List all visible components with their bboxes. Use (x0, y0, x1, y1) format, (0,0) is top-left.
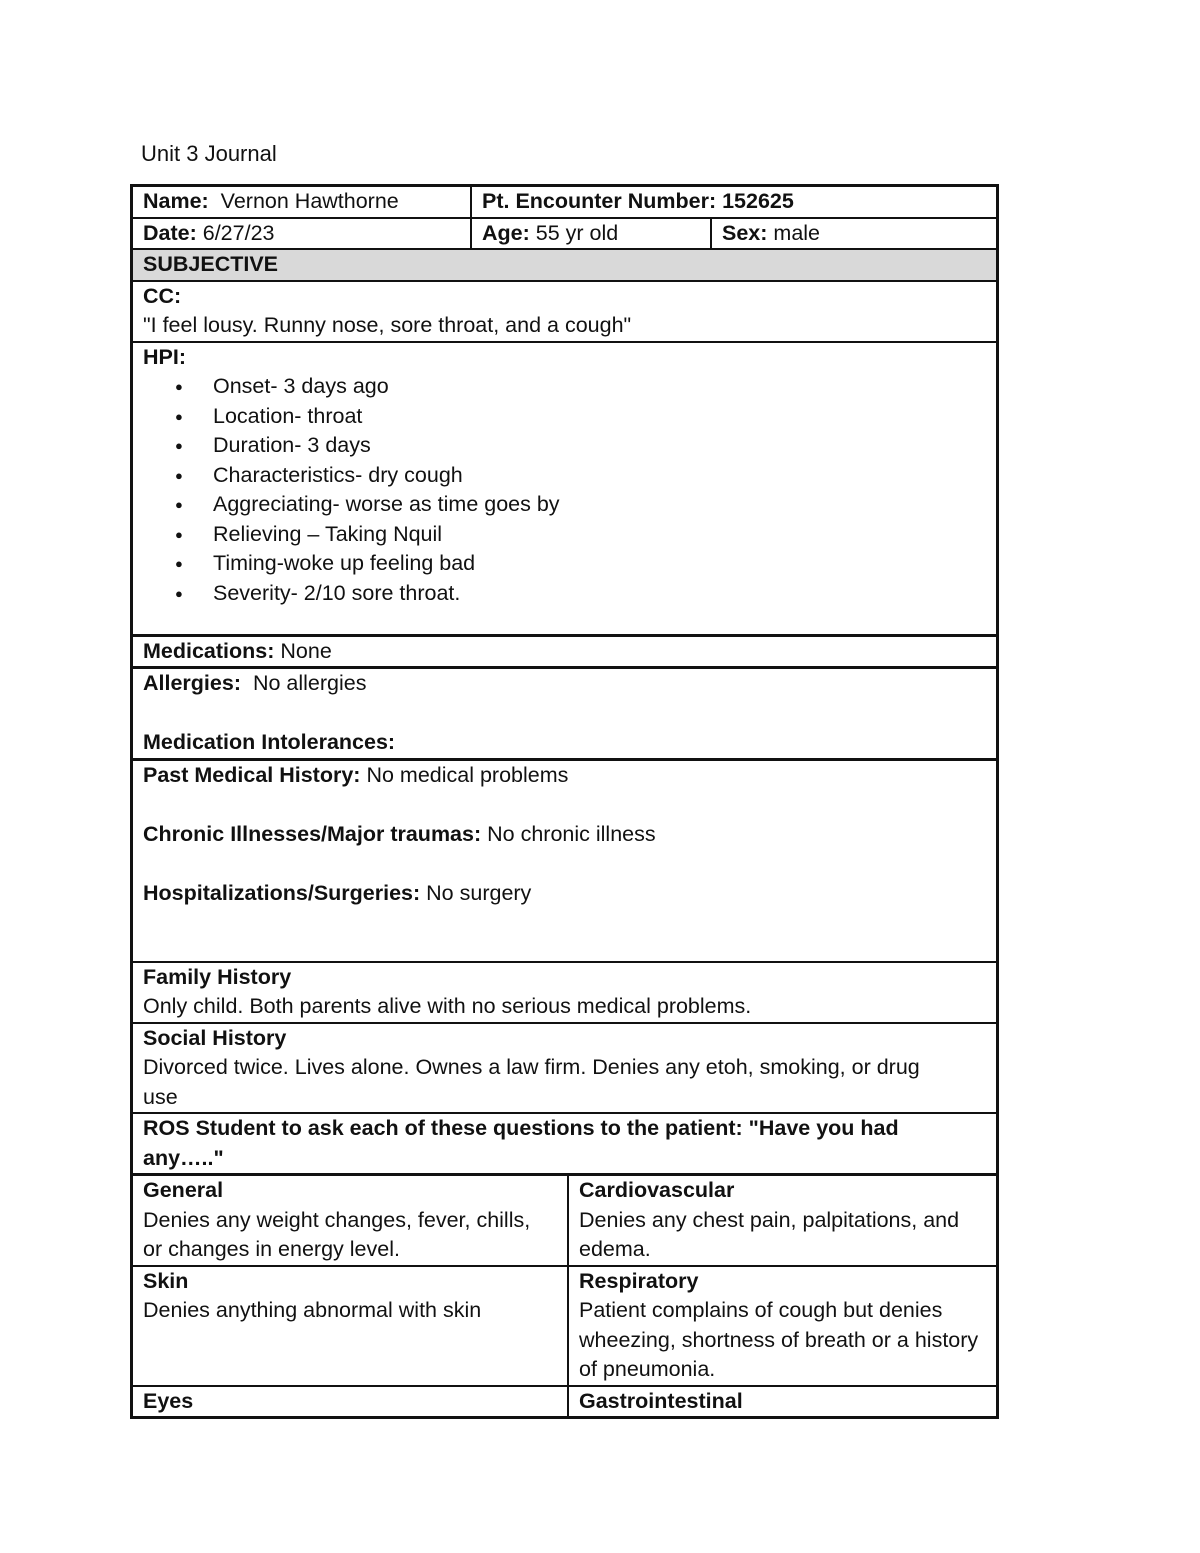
ros-respiratory-cell (567, 1267, 996, 1385)
allergies-value: No allergies (252, 671, 367, 695)
medications-value: None (280, 638, 332, 663)
ros-gastrointestinal-label: Gastrointestinal (579, 1388, 743, 1413)
sex-label: Sex: (722, 220, 768, 245)
patient-name: Vernon Hawthorne (220, 189, 399, 213)
pmh-value: No medical problems (366, 762, 569, 787)
ros-cardiovascular-text: Denies any chest pain, palpitations, and edema. (579, 1207, 960, 1261)
subjective-row (133, 248, 996, 280)
intolerances-label: Medication Intolerances: (143, 730, 396, 754)
ros-eyes-label: Eyes (143, 1388, 194, 1413)
social-history-label: Social History (143, 1025, 287, 1050)
ros-row-1 (133, 1173, 996, 1265)
chronic-label: Chronic Illnesses/Major traumas: (143, 821, 482, 846)
patient-header-row (133, 187, 996, 217)
family-history-label: Family History (143, 964, 292, 989)
cc-label: CC: (143, 283, 182, 308)
allergies-label: Allergies: (143, 671, 241, 695)
medications-row (133, 634, 996, 667)
ros-eyes-cell (133, 1387, 567, 1417)
ros-row-2 (133, 1265, 996, 1385)
pmh-row (133, 758, 996, 961)
ros-cardiovascular-label: Cardiovascular (579, 1178, 735, 1202)
hpi-label: HPI: (143, 344, 186, 369)
hpi-row (133, 341, 996, 634)
encounter-number: Pt. Encounter Number: 152625 (482, 189, 794, 213)
subjective-heading: SUBJECTIVE (143, 252, 279, 276)
ros-skin-label: Skin (143, 1268, 189, 1293)
hpi-item-aggravating: ● Aggreciating- worse as time goes by (213, 490, 996, 520)
social-history-text: Divorced twice. Lives alone. Ownes a law firm. Denies any etoh, smoking, or drug use (143, 1055, 920, 1109)
ros-general-label: General (143, 1178, 224, 1202)
sex-cell (710, 219, 996, 249)
ros-general-cell (133, 1176, 567, 1265)
date-label: Date: (143, 220, 197, 245)
medications-label: Medications: (143, 638, 275, 663)
allergies-row (133, 666, 996, 758)
hpi-item-relieving: ● Relieving – Taking Nquil (213, 520, 996, 550)
family-history-row (133, 961, 996, 1022)
date-value: 6/27/23 (202, 220, 275, 245)
age-label: Age: (482, 220, 530, 245)
ros-general-text: Denies any weight changes, fever, chills, or changes in energy level. (143, 1207, 531, 1261)
ros-respiratory-text: Patient complains of cough but denies wheezing, shortness of breath or a history of pneumonia. (579, 1298, 979, 1381)
chronic-value: No chronic illness (487, 821, 656, 846)
hpi-item-duration: ● Duration- 3 days (213, 431, 996, 461)
hpi-item-characteristics: ● Characteristics- dry cough (213, 461, 996, 491)
ros-heading: ROS Student to ask each of these questions to the patient: "Have you had any….." (143, 1116, 899, 1170)
hospitalizations-value: No surgery (426, 880, 532, 905)
name-label: Name: (143, 189, 209, 213)
hpi-item-onset: ● Onset- 3 days ago (213, 372, 996, 402)
encounter-cell (470, 187, 996, 217)
ros-gastrointestinal-cell (567, 1387, 996, 1417)
hpi-item-timing: ● Timing-woke up feeling bad (213, 549, 996, 579)
hpi-item-location: ● Location- throat (213, 402, 996, 432)
age-cell (470, 219, 710, 249)
name-cell (133, 187, 470, 217)
date-cell (133, 219, 470, 249)
family-history-text: Only child. Both parents alive with no serious medical problems. (143, 994, 752, 1018)
journal-form (130, 184, 999, 1419)
social-history-row (133, 1022, 996, 1113)
page-title: Unit 3 Journal (141, 141, 277, 166)
cc-row (133, 280, 996, 341)
age-value: 55 yr old (535, 220, 619, 245)
hospitalizations-label: Hospitalizations/Surgeries: (143, 880, 421, 905)
ros-respiratory-label: Respiratory (579, 1268, 699, 1293)
ros-skin-cell (133, 1267, 567, 1385)
ros-heading-row (133, 1112, 996, 1173)
pmh-label: Past Medical History: (143, 762, 361, 787)
hpi-list (143, 372, 996, 608)
ros-cardiovascular-cell (567, 1176, 996, 1265)
sex-value: male (773, 220, 821, 245)
cc-text: "I feel lousy. Runny nose, sore throat, and a cough" (143, 313, 632, 337)
ros-row-3 (133, 1385, 996, 1417)
hpi-item-severity: ● Severity- 2/10 sore throat. (213, 579, 996, 609)
ros-skin-text: Denies anything abnormal with skin (143, 1298, 482, 1322)
date-age-sex-row (133, 217, 996, 249)
